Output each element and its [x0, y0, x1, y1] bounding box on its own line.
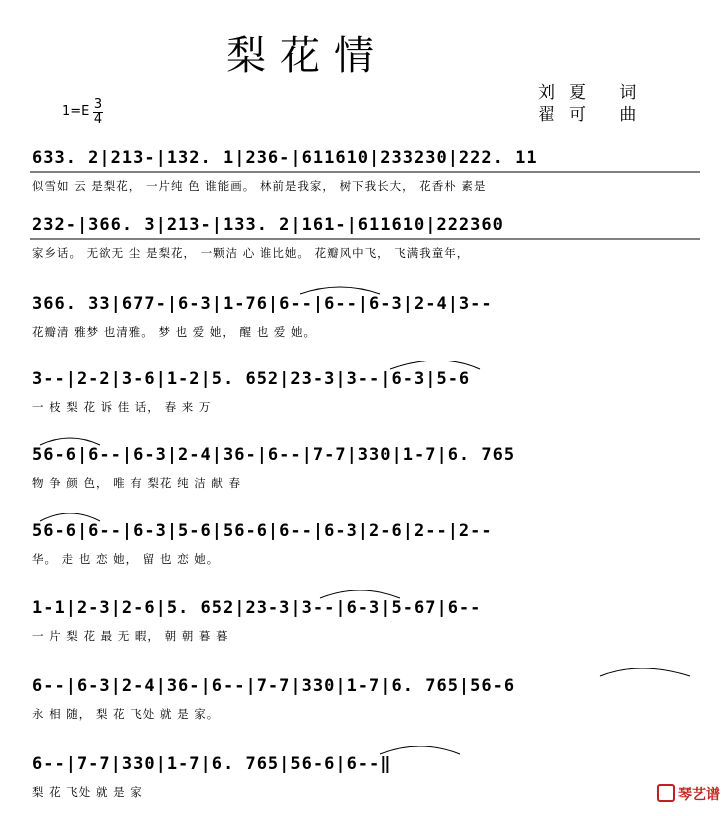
site-watermark [657, 784, 720, 804]
score-line-5 [0, 437, 728, 507]
notes-row: 232-|366. 3|213-|133. 2|161-|611610|222360 [32, 215, 504, 235]
logo-icon [657, 784, 675, 802]
score-line-9 [0, 746, 728, 816]
notes-row: 56-6|6--|6-3|5-6|56-6|6--|6-3|2-6|2--|2-- [32, 521, 493, 541]
lyricist-credit: 刘夏 词 [538, 83, 651, 103]
notes-row: 366. 33|677-|6-3|1-76|6--|6--|6-3|2-4|3-- [32, 294, 493, 314]
notes-row: 56-6|6--|6-3|2-4|36-|6--|7-7|330|1-7|6. 765 [32, 445, 516, 465]
score-line-2 [0, 207, 728, 277]
score-line-3 [0, 286, 728, 356]
time-numerator: 3 [93, 97, 103, 112]
lyrics-row: 华。 走 也 恋 她， 留 也 恋 她。 [32, 552, 220, 566]
lyrics-row: 家乡话。 无欲无 尘 是梨花， 一颗洁 心 谁比她。 花瓣风中飞， 飞满我童年， [32, 246, 470, 260]
lyrics-row: 永 相 随， 梨 花 飞处 就 是 家。 [32, 707, 220, 721]
watermark-text: 琴艺谱 [678, 787, 720, 803]
composer-credit: 翟可 曲 [538, 105, 651, 125]
score-line-7 [0, 590, 728, 660]
score-line-4 [0, 361, 728, 431]
lyrics-row: 花瓣清 雅梦 也清雅。 梦 也 爱 她， 醒 也 爱 她。 [32, 325, 317, 339]
lyrics-row: 物 争 颜 色， 唯 有 梨花 纯 洁 献 春 [32, 476, 242, 490]
time-denominator: 4 [93, 112, 103, 127]
lyrics-row: 一 枝 梨 花 诉 佳 话， 春 来 万 [32, 400, 212, 414]
key-signature: 1=E [62, 104, 90, 119]
notes-row: 1-1|2-3|2-6|5. 652|23-3|3--|6-3|5-67|6-- [32, 598, 482, 618]
notes-row: 6--|6-3|2-4|36-|6--|7-7|330|1-7|6. 765|56-6 [32, 676, 516, 696]
notes-row: 633. 2|213-|132. 1|236-|611610|233230|222. 11 [32, 148, 538, 168]
time-signature [93, 98, 103, 127]
notes-row: 3--|2-2|3-6|1-2|5. 652|23-3|3--|6-3|5-6 [32, 369, 471, 389]
lyrics-row: 一 片 梨 花 最 无 暇， 朝 朝 暮 暮 [32, 629, 229, 643]
notes-row: 6--|7-7|330|1-7|6. 765|56-6|6--‖ [32, 754, 392, 774]
score-line-6 [0, 513, 728, 583]
song-title: 梨花情 [226, 33, 388, 79]
score-line-1 [0, 140, 728, 210]
lyrics-row: 似雪如 云 是梨花， 一片纯 色 谁能画。 林前是我家， 树下我长大， 花香朴 素是 [32, 179, 487, 193]
lyrics-row: 梨 花 飞处 就 是 家 [32, 785, 143, 799]
score-line-8 [0, 668, 728, 738]
